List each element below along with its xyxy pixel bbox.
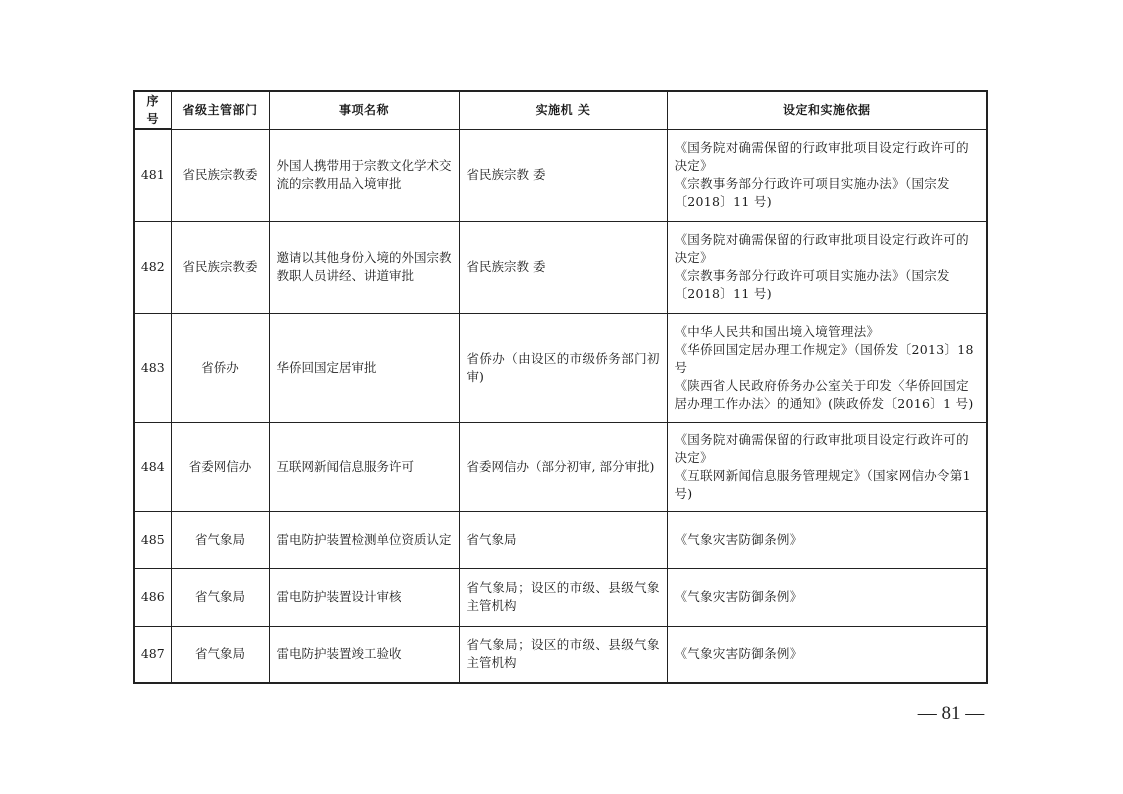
row-department: 省民族宗教委 xyxy=(171,129,269,221)
row-department: 省气象局 xyxy=(171,511,269,568)
legal-basis-line: 《气象灾害防御条例》 xyxy=(674,646,803,662)
row-serial-number: 486 xyxy=(134,568,171,626)
legal-basis-line: 《中华人民共和国出境入境管理法》 xyxy=(674,323,880,339)
table-row xyxy=(134,511,987,568)
legal-basis-line: 《国务院对确需保留的行政审批项目设定行政许可的决定》 xyxy=(674,140,969,173)
row-legal-basis xyxy=(667,221,987,313)
header-implementing-agency: 实施机 关 xyxy=(459,91,667,129)
table-row xyxy=(134,626,987,683)
row-item-name: 华侨回国定居审批 xyxy=(269,313,459,422)
table-row xyxy=(134,129,987,221)
row-implementing-agency: 省气象局；设区的市级、县级气象主管机构 xyxy=(459,568,667,626)
row-department: 省委网信办 xyxy=(171,422,269,511)
row-legal-basis xyxy=(667,511,987,568)
row-serial-number: 481 xyxy=(134,129,171,221)
table-row xyxy=(134,422,987,511)
row-implementing-agency: 省侨办（由设区的市级侨务部门初审) xyxy=(459,313,667,422)
table-header-row xyxy=(134,91,987,129)
row-department: 省侨办 xyxy=(171,313,269,422)
row-serial-number: 484 xyxy=(134,422,171,511)
row-item-name: 互联网新闻信息服务许可 xyxy=(269,422,459,511)
table-row xyxy=(134,568,987,626)
approval-items-table xyxy=(133,90,988,684)
header-serial-number: 序号 xyxy=(134,91,171,129)
legal-basis-line: 《气象灾害防御条例》 xyxy=(674,589,803,604)
legal-basis-line: 《国务院对确需保留的行政审批项目设定行政许可的决定》 xyxy=(674,431,969,465)
row-item-name: 雷电防护装置竣工验收 xyxy=(269,626,459,683)
table-row xyxy=(134,313,987,422)
row-legal-basis xyxy=(667,568,987,626)
row-legal-basis xyxy=(667,626,987,683)
row-serial-number: 485 xyxy=(134,511,171,568)
row-serial-number: 482 xyxy=(134,221,171,313)
row-item-name: 邀请以其他身份入境的外国宗教教职人员讲经、讲道审批 xyxy=(269,221,459,313)
page-number: — 81 — xyxy=(917,703,985,724)
row-serial-number: 483 xyxy=(134,313,171,422)
header-legal-basis: 设定和实施依据 xyxy=(667,91,987,129)
legal-basis-line: 《宗教事务部分行政许可项目实施办法》（国宗发〔2018〕11 号) xyxy=(674,268,950,301)
row-serial-number: 487 xyxy=(134,626,171,683)
row-legal-basis xyxy=(667,129,987,221)
row-implementing-agency: 省气象局；设区的市级、县级气象主管机构 xyxy=(459,626,667,683)
row-implementing-agency: 省民族宗教 委 xyxy=(459,221,667,313)
table-row xyxy=(134,221,987,313)
row-item-name: 外国人携带用于宗教文化学术交流的宗教用品入境审批 xyxy=(269,129,459,221)
row-department: 省气象局 xyxy=(171,626,269,683)
row-legal-basis xyxy=(667,422,987,511)
row-item-name: 雷电防护装置检测单位资质认定 xyxy=(269,511,459,568)
legal-basis-line: 《互联网新闻信息服务管理规定》（国家网信办令第1 号) xyxy=(674,467,971,501)
row-implementing-agency: 省委网信办（部分初审, 部分审批) xyxy=(459,422,667,511)
row-implementing-agency: 省民族宗教 委 xyxy=(459,129,667,221)
row-implementing-agency: 省气象局 xyxy=(459,511,667,568)
row-department: 省气象局 xyxy=(171,568,269,626)
row-item-name: 雷电防护装置设计审核 xyxy=(269,568,459,626)
legal-basis-line: 《陕西省人民政府侨务办公室关于印发〈华侨回国定居办理工作办法〉的通知》(陕政侨发〔2016〕1 号) xyxy=(674,377,974,411)
legal-basis-line: 《国务院对确需保留的行政审批项目设定行政许可的决定》 xyxy=(674,232,969,265)
legal-basis-line: 《华侨回国定居办理工作规定》（国侨发〔2013〕18 号 xyxy=(674,341,974,375)
header-department: 省级主管部门 xyxy=(171,91,269,129)
header-item-name: 事项名称 xyxy=(269,91,459,129)
legal-basis-line: 《宗教事务部分行政许可项目实施办法》（国宗发〔2018〕11 号) xyxy=(674,176,950,209)
row-department: 省民族宗教委 xyxy=(171,221,269,313)
row-legal-basis xyxy=(667,313,987,422)
legal-basis-line: 《气象灾害防御条例》 xyxy=(674,531,803,547)
